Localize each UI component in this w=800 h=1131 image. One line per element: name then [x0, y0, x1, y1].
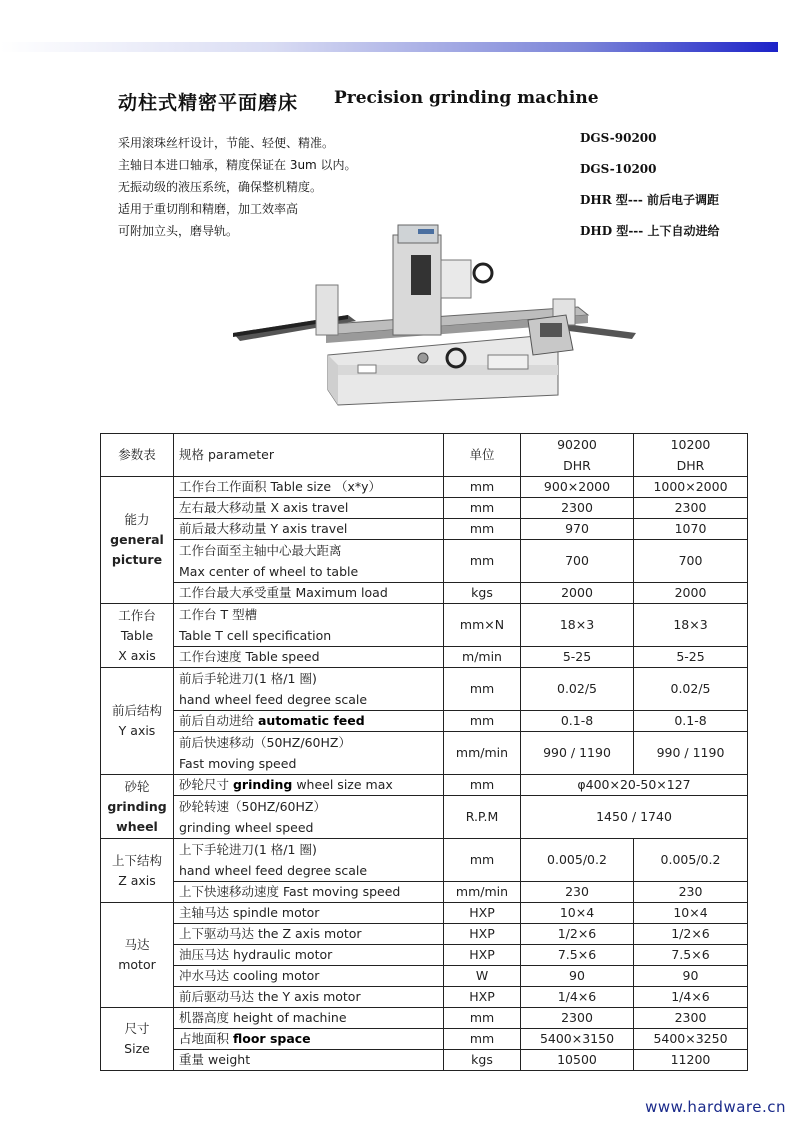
value-cell: 0.02/5	[521, 668, 634, 711]
spec-cell: 前后自动进给 automatic feed	[174, 711, 444, 732]
spec-cell: 左右最大移动量 X axis travel	[174, 498, 444, 519]
spec-cell: 工作台速度 Table speed	[174, 647, 444, 668]
unit-cell: kgs	[444, 583, 521, 604]
unit-cell: m/min	[444, 647, 521, 668]
spec-cell: 工作台 T 型槽 Table T cell specification	[174, 604, 444, 647]
table-row	[101, 583, 748, 604]
feature-item: 无振动级的液压系统，确保整机精度。	[118, 180, 323, 194]
table-row	[101, 1029, 748, 1050]
category-size: 尺寸 Size	[101, 1008, 174, 1071]
table-row	[101, 498, 748, 519]
value-cell: 1/2×6	[521, 924, 634, 945]
model-item: DHR 型--- 前后电子调距	[580, 193, 720, 207]
unit-cell: mm	[444, 1029, 521, 1050]
grinding-machine-image	[228, 215, 638, 415]
unit-cell: HXP	[444, 945, 521, 966]
spec-cell: 砂轮尺寸 grinding wheel size max	[174, 775, 444, 796]
spec-cell: 砂轮转速（50HZ/60HZ） grinding wheel speed	[174, 796, 444, 839]
value-cell: 5-25	[634, 647, 748, 668]
value-cell: 700	[634, 540, 748, 583]
category-z-axis: 上下结构 Z axis	[101, 839, 174, 903]
unit-cell: HXP	[444, 924, 521, 945]
header-model-10200: 10200 DHR	[634, 434, 748, 477]
value-cell: 5-25	[521, 647, 634, 668]
table-row	[101, 519, 748, 540]
unit-cell: mm	[444, 711, 521, 732]
value-cell: 5400×3150	[521, 1029, 634, 1050]
value-cell: 90	[634, 966, 748, 987]
spec-cell: 上下手轮进刀(1 格/1 圈) hand wheel feed degree scale	[174, 839, 444, 882]
spec-cell: 油压马达 hydraulic motor	[174, 945, 444, 966]
unit-cell: mm/min	[444, 882, 521, 903]
unit-cell: mm×N	[444, 604, 521, 647]
table-row	[101, 1050, 748, 1071]
table-row	[101, 882, 748, 903]
spec-cell: 工作台面至主轴中心最大距离 Max center of wheel to table	[174, 540, 444, 583]
value-cell: 2300	[634, 1008, 748, 1029]
unit-cell: mm	[444, 477, 521, 498]
spec-cell: 占地面积 floor space	[174, 1029, 444, 1050]
table-header-row	[101, 434, 748, 477]
value-cell: 2300	[521, 1008, 634, 1029]
model-item: DGS-90200	[580, 131, 657, 145]
unit-cell: mm	[444, 498, 521, 519]
value-cell: 18×3	[634, 604, 748, 647]
table-row	[101, 987, 748, 1008]
table-row	[101, 711, 748, 732]
spec-cell: 工作台工作面积 Table size （x*y）	[174, 477, 444, 498]
value-cell: 1/4×6	[634, 987, 748, 1008]
value-cell: 2000	[521, 583, 634, 604]
category-grinding-wheel: 砂轮 grinding wheel	[101, 775, 174, 839]
value-cell: 1000×2000	[634, 477, 748, 498]
table-row	[101, 647, 748, 668]
model-item: DHD 型--- 上下自动进给	[580, 224, 720, 238]
spec-cell: 重量 weight	[174, 1050, 444, 1071]
value-cell: 0.02/5	[634, 668, 748, 711]
unit-cell: HXP	[444, 987, 521, 1008]
spec-cell: 主轴马达 spindle motor	[174, 903, 444, 924]
value-cell: 2000	[634, 583, 748, 604]
table-row	[101, 1008, 748, 1029]
spec-cell: 工作台最大承受重量 Maximum load	[174, 583, 444, 604]
value-cell: φ400×20-50×127	[521, 775, 748, 796]
unit-cell: R.P.M	[444, 796, 521, 839]
value-cell: 230	[521, 882, 634, 903]
spec-cell: 前后最大移动量 Y axis travel	[174, 519, 444, 540]
value-cell: 970	[521, 519, 634, 540]
value-cell: 1070	[634, 519, 748, 540]
value-cell: 90	[521, 966, 634, 987]
spec-cell: 上下驱动马达 the Z axis motor	[174, 924, 444, 945]
unit-cell: mm	[444, 668, 521, 711]
feature-item: 主轴日本进口轴承，精度保证在 3um 以内。	[118, 158, 357, 172]
unit-cell: kgs	[444, 1050, 521, 1071]
table-row	[101, 945, 748, 966]
header-param-cat: 参数表	[101, 434, 174, 477]
category-y-axis: 前后结构 Y axis	[101, 668, 174, 775]
value-cell: 0.1-8	[634, 711, 748, 732]
category-table: 工作台 Table X axis	[101, 604, 174, 668]
unit-cell: mm	[444, 839, 521, 882]
value-cell: 2300	[521, 498, 634, 519]
table-row	[101, 924, 748, 945]
feature-item: 适用于重切削和精磨，加工效率高	[118, 202, 299, 216]
value-cell: 0.1-8	[521, 711, 634, 732]
value-cell: 1450 / 1740	[521, 796, 748, 839]
header-spec: 规格 parameter	[174, 434, 444, 477]
header-model-90200: 90200 DHR	[521, 434, 634, 477]
value-cell: 990 / 1190	[634, 732, 748, 775]
title-english: Precision grinding machine	[334, 88, 599, 108]
feature-item: 采用滚珠丝杆设计，节能、轻便、精准。	[118, 136, 335, 150]
unit-cell: mm	[444, 775, 521, 796]
table-row	[101, 903, 748, 924]
value-cell: 0.005/0.2	[521, 839, 634, 882]
value-cell: 7.5×6	[521, 945, 634, 966]
value-cell: 11200	[634, 1050, 748, 1071]
unit-cell: mm	[444, 1008, 521, 1029]
title-chinese: 动柱式精密平面磨床	[118, 92, 299, 114]
header-unit: 单位	[444, 434, 521, 477]
value-cell: 2300	[634, 498, 748, 519]
value-cell: 990 / 1190	[521, 732, 634, 775]
footer-website-link[interactable]: www.hardware.cn	[645, 1098, 786, 1116]
category-motor: 马达 motor	[101, 903, 174, 1008]
spec-cell: 冲水马达 cooling motor	[174, 966, 444, 987]
specification-table	[100, 433, 748, 1071]
model-item: DGS-10200	[580, 162, 657, 176]
value-cell: 230	[634, 882, 748, 903]
value-cell: 10×4	[521, 903, 634, 924]
unit-cell: W	[444, 966, 521, 987]
value-cell: 10500	[521, 1050, 634, 1071]
unit-cell: mm	[444, 519, 521, 540]
table-row	[101, 966, 748, 987]
value-cell: 5400×3250	[634, 1029, 748, 1050]
unit-cell: HXP	[444, 903, 521, 924]
value-cell: 1/4×6	[521, 987, 634, 1008]
category-capacity: 能力 general picture	[101, 477, 174, 604]
value-cell: 900×2000	[521, 477, 634, 498]
table-row	[101, 775, 748, 796]
value-cell: 18×3	[521, 604, 634, 647]
spec-cell: 前后驱动马达 the Y axis motor	[174, 987, 444, 1008]
table-row	[101, 477, 748, 498]
value-cell: 0.005/0.2	[634, 839, 748, 882]
spec-cell: 上下快速移动速度 Fast moving speed	[174, 882, 444, 903]
unit-cell: mm/min	[444, 732, 521, 775]
value-cell: 7.5×6	[634, 945, 748, 966]
value-cell: 700	[521, 540, 634, 583]
unit-cell: mm	[444, 540, 521, 583]
value-cell: 1/2×6	[634, 924, 748, 945]
spec-cell: 前后手轮进刀(1 格/1 圈) hand wheel feed degree scale	[174, 668, 444, 711]
spec-cell: 前后快速移动（50HZ/60HZ） Fast moving speed	[174, 732, 444, 775]
value-cell: 10×4	[634, 903, 748, 924]
feature-item: 可附加立头，磨导轨。	[118, 224, 239, 238]
header-gradient-bar	[0, 42, 778, 52]
spec-cell: 机器高度 height of machine	[174, 1008, 444, 1029]
